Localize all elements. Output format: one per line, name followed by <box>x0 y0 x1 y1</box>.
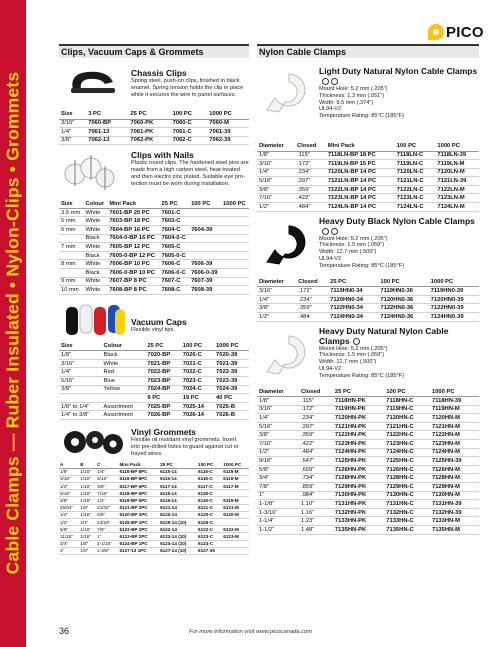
table-row: 3/8" .359" 7122HN-PK 7122HN-C 7122HN-M <box>257 431 479 440</box>
vinyl-grommets-block <box>59 422 249 460</box>
heavy-duty-black-table: Diameter Closed 25 PC 100 PC 1000 PC 3/16" .172" 7119HN0-34 7119HN0-36 7119HN0-39 1/4" .234" 7120HN0-34 7120HN0-36 7120HN0-39 3/8" .359" 7122HN0-34 7122HN0-36 7122HN0-39 1/2" .484 7124HN0-34 7124HN0-36 7124HN0-39 <box>257 278 479 322</box>
certification-icons <box>322 228 338 235</box>
table-row: 1/4" Red 7022-BP 7022-C 7022-39 <box>59 368 249 377</box>
table-row: 1-1/8" 1.10" 7131HN-PK 7131HN-C 7131HN-39 <box>257 500 479 509</box>
nail-clips-table: Size Colour Mini Pack 25 PC 100 PC 1000 PC 3.5 mm White 7601-BP 20 PC 7601-C 5 mm White 7603-BP 18 PC 7603-C 6 mm White 7604-BP 16 PC 7604-C 7604-39 Black 7604-0-BP 16 PC 7604-0-C 7 mm White 7605-BP 12 PC 7605-C Black 7605-0-BP 12 PC 7605-0-C 8 mm White 7606-BP 10 PC 7606-C 7606-39 Black 7606-0-BP 10 PC 7606-0-C 7606-0-39 9 mm White 7607-BP 8 PC 7607-C 7607-39 10 mm White 7608-BP 8 PC 7608-C 7608-39 <box>59 199 249 294</box>
table-row: 3/4" 1/8" 1-1/16" 6124-BP 1PC 6124-14 (10) 6124-C <box>59 540 249 547</box>
heavy-duty-natural-specs: Mount Hole: 5.2 mm (.205") Thickness: 1.5 mm (.059") Width: 12.7 mm (.500") UL94-V2 Temperature Rating: 85°C (185°F) <box>319 345 404 379</box>
vacuum-caps-table: Size Colour 25 PC 100 PC 1000 PC 1/8" Black 7020-BP 7020-C 7020-39 3/16" White 7021-BP 7021-C 7021-39 1/4" Red 7022-BP 7022-C 7022-39 5/16" Blue 7023-BP 7023-C 7023-39 3/8" Yellow 7024-BP 7024-C 7024-39 9 PC 19 PC 40 PC 1/8" to 1/4" Assortment 7025-BP 7025-14 7025-B 1/4" to 3/8" Assortment 7026-BP 7026-14 7026-B <box>59 342 249 420</box>
logo-text: PICO <box>446 23 484 41</box>
table-row: 3/8" Yellow 7024-BP 7024-C 7024-39 <box>59 385 249 394</box>
table-row: 3/16" 1/16" 5/16" 6116-BP 8PC 6116-14 6116-C 6116-M <box>59 475 249 482</box>
ul-mark-icon <box>322 78 329 85</box>
table-row: 1/8" .115" 7118HN-PK 7118HN-C 7118HN-39 <box>257 397 479 406</box>
table-row: 1-1/4" 1.23" 7133HN-PK 7133HN-C 7133HN-M <box>257 517 479 526</box>
table-row: Black 7606-0-BP 10 PC 7606-0-C 7606-0-39 <box>59 268 249 277</box>
table-row: 9 PC 19 PC 40 PC <box>59 394 249 403</box>
natural-clamp-image <box>263 68 315 116</box>
table-row: 5/16" 1/16" 7/16" 6118-BP 5PC 6118-14 6118-C <box>59 490 249 497</box>
table-row: 1/8" .115" 7118LN-BP 18 PC 7118LN-C 7118LN-39 <box>257 151 479 160</box>
table-row: 1/2" 1/4" 13/16" 6125-BP 1PC 6125-14 (10) 6125-C <box>59 518 249 525</box>
table-row: 5/16" .297" 7121LN-BP 14 PC 7121LN-C 7121LN-39 <box>257 177 479 186</box>
heavy-duty-natural-block <box>257 324 479 382</box>
table-row: 3/8" .359" 7122LN-BP 14 PC 7122LN-C 7122LN-M <box>257 185 479 194</box>
table-row: 25/64" 1/8" 21/32" 6121-BP 2PC 6121-14 6121-C 6121-M <box>59 504 249 511</box>
table-row: 1/4" .234" 7120HN0-34 7120HN0-36 7120HN0-39 <box>257 295 479 304</box>
table-row: 1/2" 1/16" 5/8" 6120-BP 2PC 6120-14 6120-C 6120-M <box>59 511 249 518</box>
footer-url[interactable]: For more information visit www.picocanada.com <box>189 629 313 635</box>
table-row: 1/8" Black 7020-BP 7020-C 7020-39 <box>59 351 249 360</box>
black-clamp-image <box>263 220 315 268</box>
table-row: 5/8" 1/16" 7/8" 6122-BP 2PC 6122-14 6122-C 6122-M <box>59 526 249 533</box>
table-row: 1/4" .234" 7120HN-PK 7120HN-C 7120HN-M <box>257 414 479 423</box>
pico-logo-icon <box>428 24 444 40</box>
table-row: 3/4" .734" 7128HN-PK 7128HN-C 7128HN-M <box>257 474 479 483</box>
table-row: 5/8" .609" 7126HN-PK 7126HN-C 7126HN-M <box>257 465 479 474</box>
table-row: 7/16" .422" 7123HN-PK 7123HN-C 7123HN-M <box>257 440 479 449</box>
brand-logo <box>428 24 484 40</box>
grommets-image <box>61 426 127 460</box>
chassis-clips-title: Chassis Clips <box>131 68 187 78</box>
table-row: 1/4" 1/16" 3/8" 6117-BP 6PC 6117-14 6117-C 6117-M <box>59 483 249 490</box>
table-row: 1" 1/8" 1-3/8" 6127-13 1PC 6127-14 (10) 6127-36 <box>59 547 249 554</box>
heavy-natural-clamp-image <box>263 330 315 378</box>
heavy-duty-black-specs: Mount Hole: 5.2 mm (.205") Thickness: 1.5 mm (.059") Width: 12.7 mm (.500") UL94-V2 Temperature Rating: 85°C (185°F) <box>319 235 404 269</box>
table-row: 1/8" 1/16" 1/4" 6115-BP 8PC 6115-14 6115-C 6115-M <box>59 468 249 475</box>
table-row: 7/8" .859" 7129HN-PK 7129HN-C 7129HN-M <box>257 482 479 491</box>
section-title-nylon: Nylon Cable Clamps <box>257 44 479 58</box>
left-column <box>59 44 249 555</box>
light-duty-natural-specs: Mount Hole: 5.2 mm (.205") Thickness: 1.3 mm (.051") Width: 9.5 mm (.374") UL94-V2 Temperature Rating: 85°C (185°F) <box>319 86 404 120</box>
vinyl-grommets-title: Vinyl Grommets <box>131 426 197 437</box>
vinyl-grommets-desc: Flexible oil resistant vinyl grommets. Insert into pre-drilled holes to guard against cut or frayed wires. <box>131 436 239 457</box>
ul-mark-icon <box>353 338 360 345</box>
chassis-clips-desc: Spring steel, push-on clips, finished in black enamel. Spring tension holds the clip in place while it secures the wire to panel surfaces. <box>131 78 244 98</box>
table-row: 5/16" Blue 7023-BP 7023-C 7023-39 <box>59 377 249 386</box>
table-row: 3/8" 1/16" 1/2" 6119-BP 5PC 6119-14 6119-C 6119-M <box>59 497 249 504</box>
table-row: 3/8" .359" 7122HN0-34 7122HN0-36 7122HN0-39 <box>257 304 479 313</box>
table-row: 6 mm White 7604-BP 16 PC 7604-C 7604-39 <box>59 225 249 234</box>
nail-clips-title: Clips with Nails <box>131 150 194 161</box>
vacuum-caps-block <box>59 297 249 339</box>
light-duty-natural-block <box>257 58 479 128</box>
right-column <box>257 44 479 535</box>
nail-clips-block <box>59 148 249 196</box>
table-row: 5/16" .297" 7121HN-PK 7121HN-C 7121HN-M <box>257 422 479 431</box>
table-row: 1-3/16" 1.16" 7132HN-PK 7132HN-C 7132HN-39 <box>257 508 479 517</box>
nail-clips-image <box>61 152 123 192</box>
table-row: 9 mm White 7607-BP 8 PC 7607-C 7607-39 <box>59 277 249 286</box>
table-row: Black 7604-0-BP 16 PC 7604-0-C <box>59 234 249 243</box>
table-row: 1/4" 7061-13 7061-PK 7061-C 7061-39 <box>59 128 249 137</box>
table-row: 1" .984" 7130HN-PK 7130HN-C 7130HN-M <box>257 491 479 500</box>
table-row: 1/2" .484" 7124HN-PK 7124HN-C 7124HN-M <box>257 448 479 457</box>
heavy-duty-natural-title: Heavy Duty Natural Nylon Cable Clamps <box>319 325 449 346</box>
table-row: 1/4" to 3/8" Assortment 7026-BP 7026-14 7026-B <box>59 411 249 420</box>
certification-icons <box>353 338 360 345</box>
side-banner <box>0 0 26 647</box>
chassis-clips-table: Size 3 PC 25 PC 100 PC 1000 PC 3/16" 7060-BP 7060-PK 7060-C 7060-M 1/4" 7061-13 7061-PK 7061-C 7061-39 3/8" 7062-13 7062-PK 7062-C 7062-39 <box>59 110 249 145</box>
table-row: 11/16" 1/16" 1" 6123-BP 2PC 6123-14 (10) 6123-C 6123-M <box>59 533 249 540</box>
side-banner-text: Cable Clamps — Ruber Insulated • Nylon-Clips • Grommets <box>2 71 23 575</box>
section-title-clips: Clips, Vacuum Caps & Grommets <box>59 44 249 58</box>
table-row: 5 mm White 7603-BP 18 PC 7603-C <box>59 217 249 226</box>
certification-icons <box>322 78 338 85</box>
table-row: Black 7605-0-BP 12 PC 7605-0-C <box>59 251 249 260</box>
vacuum-caps-image <box>63 299 127 339</box>
table-row: 3/16" .172" 7119LN-BP 15 PC 7119LN-C 7119LN-M <box>257 160 479 169</box>
rohs-check-icon <box>331 78 338 85</box>
ul-mark-icon <box>322 228 329 235</box>
table-row: 3/16" 7060-BP 7060-PK 7060-C 7060-M <box>59 119 249 128</box>
vinyl-grommets-table: A B C Mini Pack 25 PC 100 PC 1000 PC 1/8" 1/16" 1/4" 6115-BP 8PC 6115-14 6115-C 6115-M 3/16" 1/16" 5/16" 6116-BP 8PC 6116-14 6116-C 6116-M 1/4" 1/16" 3/8" 6117-BP 6PC 6117-14 6117-C 6117-M 5/16" 1/16" 7/16" 6118-BP 5PC 6118-14 6118-C 3/8" 1/16" 1/2" 6119-BP 5PC 6119-14 6119-C 6119-M 25/64" 1/8" 21/32" 6121-BP 2PC 6121-14 6121-C 6121-M 1/2" 1/16" 5/8" 6120-BP 2PC 6120-14 6120-C 6120-M 1/2" 1/4" 13/16" 6125-BP 1PC 6125-14 (10) 6125-C 5/8" 1/16" 7/8" 6122-BP 2PC 6122-14 6122-C 6122-M 11/16" 1/16" 1" 6123-BP 2PC 6123-14 (10) 6123-C 6123-M 3/4" 1/8" 1-1/16" 6124-BP 1PC 6124-14 (10) 6124-C 1" 1/8" 1-3/8" 6127-13 1PC 6127-14 (10) 6127-36 <box>59 461 249 555</box>
chassis-clip-image <box>67 66 122 98</box>
table-row: 1/4" .234" 7120LN-BP 14 PC 7120LN-C 7120LN-M <box>257 168 479 177</box>
table-row: 1/2" .484 7124HN0-34 7124HN0-36 7124HN0-39 <box>257 312 479 321</box>
chassis-clips-block <box>59 58 249 102</box>
table-row: 3/16" White 7021-BP 7021-C 7021-39 <box>59 359 249 368</box>
light-duty-natural-title: Light Duty Natural Nylon Cable Clamps <box>319 66 479 86</box>
table-row: 3/16" .172" 7119HN-PK 7119HN-C 7119HN-M <box>257 405 479 414</box>
table-row: 7/16" .422" 7123LN-BP 14 PC 7123LN-C 7123LN-M <box>257 194 479 203</box>
nail-clips-desc: Plastic round clips. The hardened steel pins are made from a high carbon steel, heat-treated and then electro zinc plated. Suitable eye pro- tection must be worn during installation. <box>131 160 249 187</box>
table-row: 9/16" .547" 7125HN-PK 7125HN-C 7125HN-39 <box>257 457 479 466</box>
table-row: 3/16" .172" 7119HN0-34 7119HN0-36 7119HN0-39 <box>257 287 479 296</box>
table-row: 10 mm White 7608-BP 8 PC 7608-C 7608-39 <box>59 286 249 295</box>
table-row: 7 mm White 7605-BP 12 PC 7605-C <box>59 243 249 252</box>
table-row: 8 mm White 7606-BP 10 PC 7606-C 7606-39 <box>59 260 249 269</box>
table-row: 3.5 mm White 7601-BP 20 PC 7601-C <box>59 208 249 217</box>
page-number: 36 <box>59 626 70 636</box>
vacuum-caps-desc: Flexible vinyl tips. <box>131 326 175 333</box>
vacuum-caps-title: Vacuum Caps <box>131 316 187 327</box>
table-row: 1/2" .484" 7124LN-BP 14 PC 7124LN-C 7124LN-M <box>257 203 479 212</box>
heavy-duty-black-block <box>257 214 479 272</box>
heavy-duty-natural-table: Diameter Closed 25 PC 100 PC 1000 PC 1/8" .115" 7118HN-PK 7118HN-C 7118HN-39 3/16" .172" 7119HN-PK 7119HN-C 7119HN-M 1/4" .234" 7120HN-PK 7120HN-C 7120HN-M 5/16" .297" 7121HN-PK 7121HN-C 7121HN-M 3/8" .359" 7122HN-PK 7122HN-C 7122HN-M 7/16" .422" 7123HN-PK 7123HN-C 7123HN-M 1/2" .484" 7124HN-PK 7124HN-C 7124HN-M 9/16" .547" 7125HN-PK 7125HN-C 7125HN-39 5/8" .609" 7126HN-PK 7126HN-C 7126HN-M 3/4" .734" 7128HN-PK 7128HN-C 7128HN-M 7/8" .859" 7129HN-PK 7129HN-C 7129HN-M 1" .984" 7130HN-PK 7130HN-C 7130HN-M 1-1/8" 1.10" 7131HN-PK 7131HN-C 7131HN-39 1-3/16" 1.16" 7132HN-PK 7132HN-C 7132HN-39 1-1/4" 1.23" 7133HN-PK 7133HN-C 7133HN-M 1-1/2" 1.48" 7135HN-PK 7135HN-C 7135HN-M <box>257 388 479 535</box>
light-duty-natural-table: Diameter Closed Mini Pack 100 PC 1000 PC 1/8" .115" 7118LN-BP 18 PC 7118LN-C 7118LN-39 3/16" .172" 7119LN-BP 15 PC 7119LN-C 7119LN-M 1/4" .234" 7120LN-BP 14 PC 7120LN-C 7120LN-M 5/16" .297" 7121LN-BP 14 PC 7121LN-C 7121LN-39 3/8" .359" 7122LN-BP 14 PC 7122LN-C 7122LN-M 7/16" .422" 7123LN-BP 14 PC 7123LN-C 7123LN-M 1/2" .484" 7124LN-BP 14 PC 7124LN-C 7124LN-M <box>257 142 479 212</box>
table-row: 1/8" to 1/4" Assortment 7025-BP 7025-14 7025-B <box>59 402 249 411</box>
rohs-check-icon <box>331 228 338 235</box>
heavy-duty-black-title: Heavy Duty Black Nylon Cable Clamps <box>319 216 479 236</box>
table-row: 1-1/2" 1.48" 7135HN-PK 7135HN-C 7135HN-M <box>257 525 479 534</box>
table-row: 3/8" 7062-13 7062-PK 7062-C 7062-39 <box>59 136 249 145</box>
